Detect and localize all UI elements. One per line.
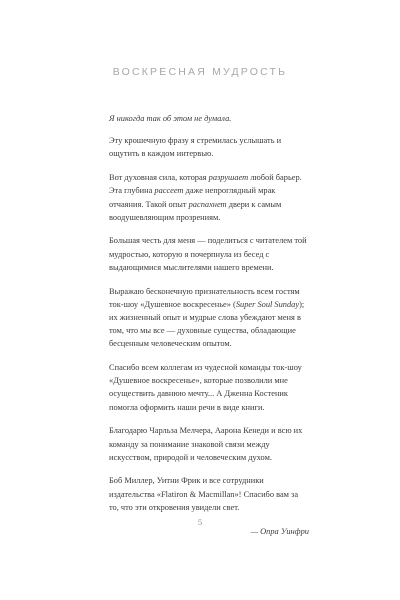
text-run: Вот духовная сила, которая: [109, 173, 209, 183]
running-head: ВОСКРЕСНАЯ МУДРОСТЬ: [112, 66, 288, 78]
paragraph-4: [109, 285, 309, 351]
text-run: ); их жизненный опыт и мудрые слова убеждают меня в том, что мы все — духовные существа, обладающие бесценным человеческим опытом.: [109, 299, 305, 349]
page-number: 5: [197, 517, 203, 527]
signature: — Опра Уинфри: [250, 526, 309, 536]
text-run: Выражаю бесконечную признательность всем гостям ток-шоу «Душевное воскресенье» (: [109, 286, 300, 309]
paragraph-6: Благодарю Чарльза Мелчера, Аарона Кенеди и всю их команду за понимание знаковой связи между искусством, природой и человеческим духом.: [109, 426, 303, 462]
emphasis: рассеет: [154, 186, 184, 196]
emphasis: распахнет: [188, 199, 227, 209]
emphasis: разрушает: [208, 173, 249, 183]
paragraph-5: Спасибо всем коллегам из чудесной команды ток-шоу «Душевное воскресенье», которые позволили мне осуществить давнюю мечту... А Дженна Костеник помогла оформить наши речи в виде книги.: [109, 363, 302, 412]
paragraph-2: [109, 171, 309, 224]
paragraph-1: Эту крошечную фразу я стремилась услышать и ощутить в каждом интервью.: [109, 136, 282, 159]
emphasis: Super Soul Sunday: [235, 299, 300, 309]
epigraph: Я никогда так об этом не думала.: [109, 114, 232, 123]
page-body: [109, 112, 309, 548]
text-run: любой барьер. Эта глубина: [109, 173, 302, 196]
text-run: даже непроглядный мрак отчаяния. Такой опыт: [109, 186, 276, 209]
text-run: двери к самым воодушевляющим прозрениям.: [109, 199, 282, 222]
paragraph-3: Большая честь для меня — поделиться с читателем той мудростью, которую я почерпнула из бесед с выдающимися мыслителями нашего времени.: [109, 236, 307, 272]
paragraph-7: Боб Миллер, Уитни Фрик и все сотрудники издательства «Flatiron & Macmillan»! Спасибо вам за то, что эти откровения увидели свет.: [109, 476, 299, 512]
